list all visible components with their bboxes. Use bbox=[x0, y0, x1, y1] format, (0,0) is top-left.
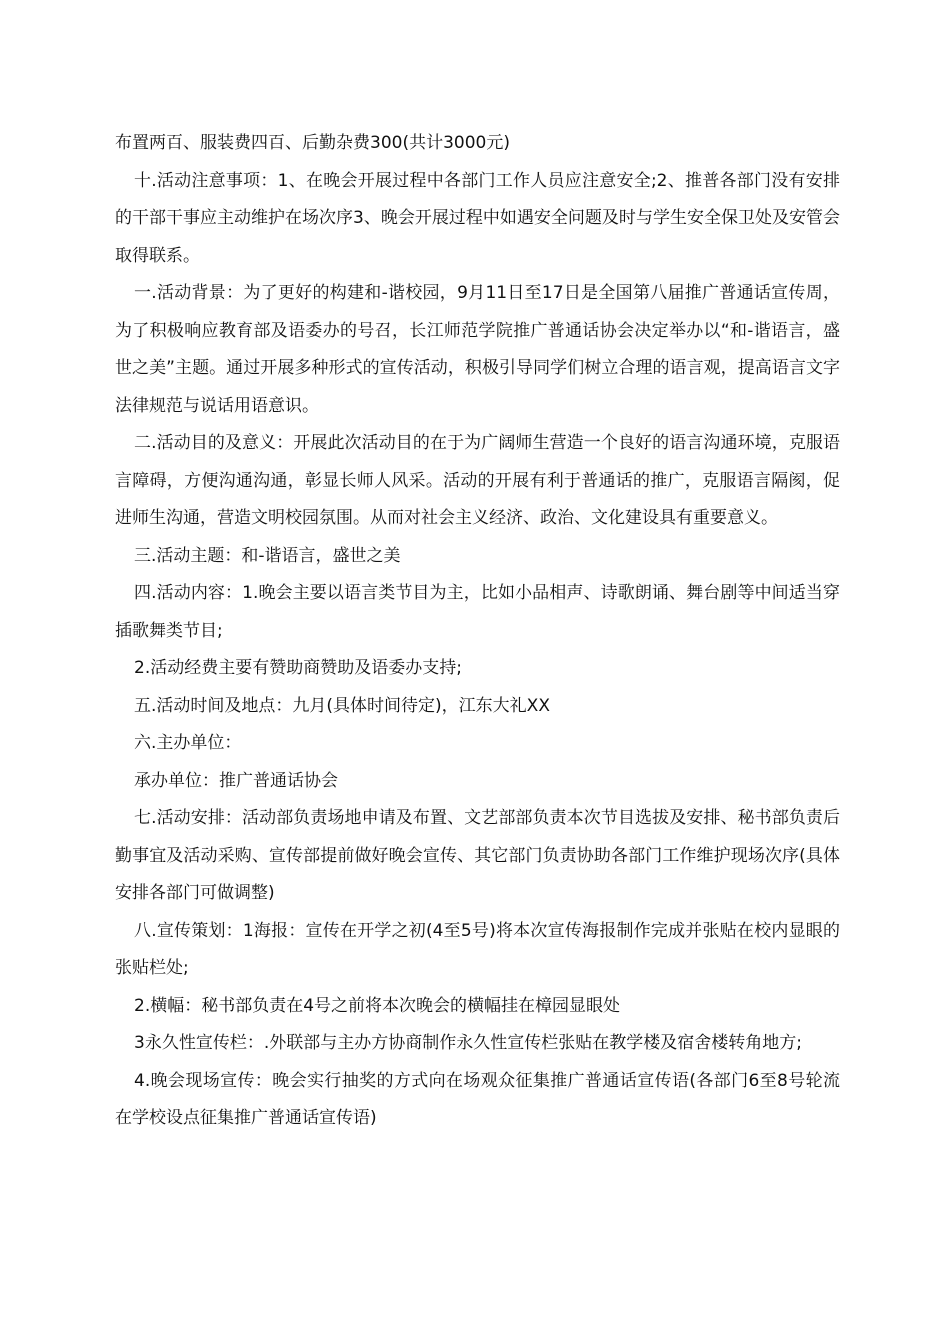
paragraph-theme: 三.活动主题：和-谐语言，盛世之美 bbox=[134, 545, 401, 566]
paragraph-budget: 布置两百、服装费四百、后勤杂费300(共计3000元) bbox=[115, 133, 510, 153]
paragraph-publicity-onsite: 4.晚会现场宣传：晚会实行抽奖的方式向在场观众征集推广普通话宣传语(各部门6至8号轮流在学校设点征集推广普通话宣传语) bbox=[115, 1070, 840, 1128]
paragraph-purpose: 二.活动目的及意义：开展此次活动目的在于为广阔师生营造一个良好的语言沟通环境，克服语言障碍，方便沟通沟通，彰显长师人风采。活动的开展有利于普通话的推广，克服语言隔阂，促进师生沟通，营造文明校园氛围。从而对社会主义经济、政治、文化建设具有重要意义。 bbox=[115, 433, 840, 528]
paragraph-content: 四.活动内容：1.晚会主要以语言类节目为主，比如小品相声、诗歌朗诵、舞台剧等中间适当穿插歌舞类节目; bbox=[115, 583, 840, 641]
paragraph-time-place: 五.活动时间及地点：九月(具体时间待定)，江东大礼XX bbox=[134, 695, 550, 716]
paragraph-publicity-banner: 2.横幅：秘书部负责在4号之前将本次晚会的横幅挂在樟园显眼处 bbox=[134, 995, 621, 1016]
paragraph-co-organizer: 承办单位：推广普通话协会 bbox=[134, 770, 338, 791]
paragraph-background: 一.活动背景：为了更好的构建和-谐校园，9月11日至17日是全国第八届推广普通话宣传周，为了积极响应教育部及语委办的号召，长江师范学院推广普通话协会决定举办以“和-谐语言，盛世之美”主题。通过开展多种形式的宣传活动，积极引导同学们树立合理的语言观，提高语言文字法律规范与说话用语意识。 bbox=[115, 283, 840, 416]
paragraph-publicity-poster: 八.宣传策划：1海报：宣传在开学之初(4至5号)将本次宣传海报制作完成并张贴在校内显眼的张贴栏处; bbox=[115, 920, 840, 978]
document-body bbox=[115, 125, 840, 1138]
paragraph-publicity-board: 3永久性宣传栏：.外联部与主办方协商制作永久性宣传栏张贴在教学楼及宿舍楼转角地方; bbox=[134, 1033, 802, 1053]
paragraph-arrangement: 七.活动安排：活动部负责场地申请及布置、文艺部部负责本次节目选拔及安排、秘书部负责后勤事宜及活动采购、宣传部提前做好晚会宣传、其它部门负责协助各部门工作维护现场次序(具体安排各部门可做调整) bbox=[115, 808, 840, 903]
paragraph-notes: 十.活动注意事项：1、在晚会开展过程中各部门工作人员应注意安全;2、推普各部门没有安排的干部干事应主动维护在场次序3、晚会开展过程中如遇安全问题及时与学生安全保卫处及安管会取得联系。 bbox=[115, 170, 840, 266]
paragraph-organizer: 六.主办单位： bbox=[134, 733, 242, 753]
paragraph-funding: 2.活动经费主要有赞助商赞助及语委办支持; bbox=[134, 658, 462, 678]
